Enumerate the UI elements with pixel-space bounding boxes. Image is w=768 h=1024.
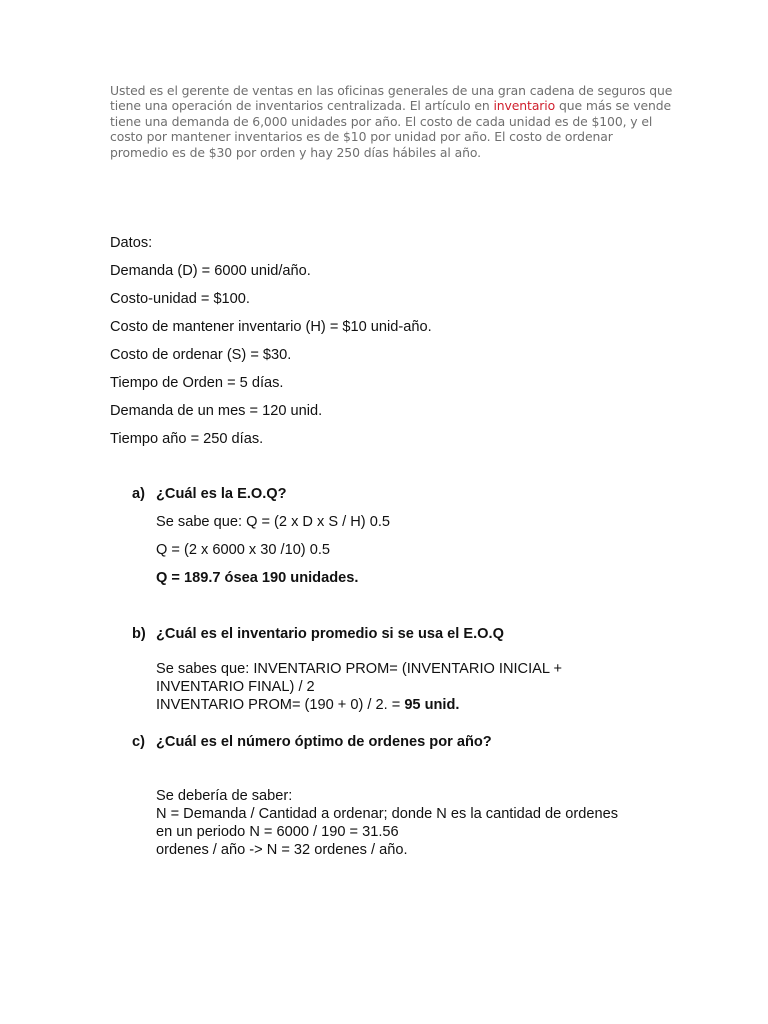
question-b-substitution: INVENTARIO PROM= (190 + 0) / 2. = xyxy=(156,697,405,713)
datos-item: Tiempo año = 250 días. xyxy=(110,431,264,447)
question-c-result: ordenes / año -> N = 32 ordenes / año. xyxy=(156,842,408,858)
question-a-marker: a) xyxy=(132,486,145,502)
problem-line-2-start: tiene una operación de inventarios centralizada. El artículo en xyxy=(110,98,494,114)
datos-item: Costo-unidad = $100. xyxy=(110,291,250,307)
problem-line-3: tiene una demanda de 6,000 unidades por año. El costo de cada unidad es de $100, y el xyxy=(110,113,653,129)
question-a-title: ¿Cuál es la E.O.Q? xyxy=(156,486,287,502)
question-c-marker: c) xyxy=(132,734,145,750)
question-c-formula: N = Demanda / Cantidad a ordenar; donde N es la cantidad de ordenes xyxy=(156,806,619,822)
question-b-marker: b) xyxy=(132,626,146,642)
datos-item: Tiempo de Orden = 5 días. xyxy=(110,375,284,391)
question-c-title: ¿Cuál es el número óptimo de ordenes por año? xyxy=(156,734,492,750)
problem-statement xyxy=(110,83,673,160)
datos-item: Costo de ordenar (S) = $30. xyxy=(110,347,292,363)
datos-item: Demanda de un mes = 120 unid. xyxy=(110,403,323,419)
question-b-formula: Se sabes que: INVENTARIO PROM= (INVENTARIO INICIAL + xyxy=(156,661,563,677)
question-b-formula-cont: INVENTARIO FINAL) / 2 xyxy=(156,679,315,695)
datos-item: Costo de mantener inventario (H) = $10 unid-año. xyxy=(110,319,432,335)
question-a-formula: Se sabe que: Q = (2 x D x S / H) 0.5 xyxy=(156,514,391,530)
problem-line-2 xyxy=(110,98,670,113)
problem-line-4: costo por mantener inventarios es de $10 por unidad por año. El costo de ordenar xyxy=(110,129,613,145)
question-b-title: ¿Cuál es el inventario promedio si se usa el E.O.Q xyxy=(156,626,504,642)
datos-item: Demanda (D) = 6000 unid/año. xyxy=(110,263,311,279)
question-a-result: Q = 189.7 ósea 190 unidades. xyxy=(156,570,359,586)
question-c-intro: Se debería de saber: xyxy=(156,788,293,804)
problem-line-1: Usted es el gerente de ventas en las oficinas generales de una gran cadena de seguros que xyxy=(110,83,673,98)
highlighted-word: inventario xyxy=(493,98,556,114)
problem-line-5: promedio es de $30 por orden y hay 250 días hábiles al año. xyxy=(110,144,481,160)
question-a-substitution: Q = (2 x 6000 x 30 /10) 0.5 xyxy=(156,542,331,558)
problem-line-2-end: que más se vende xyxy=(555,98,672,114)
question-c-calculation: en un periodo N = 6000 / 190 = 31.56 xyxy=(156,824,399,840)
question-b-result-line xyxy=(156,696,459,714)
datos-heading: Datos: xyxy=(110,235,153,251)
question-b-result: 95 unid. xyxy=(404,697,460,713)
